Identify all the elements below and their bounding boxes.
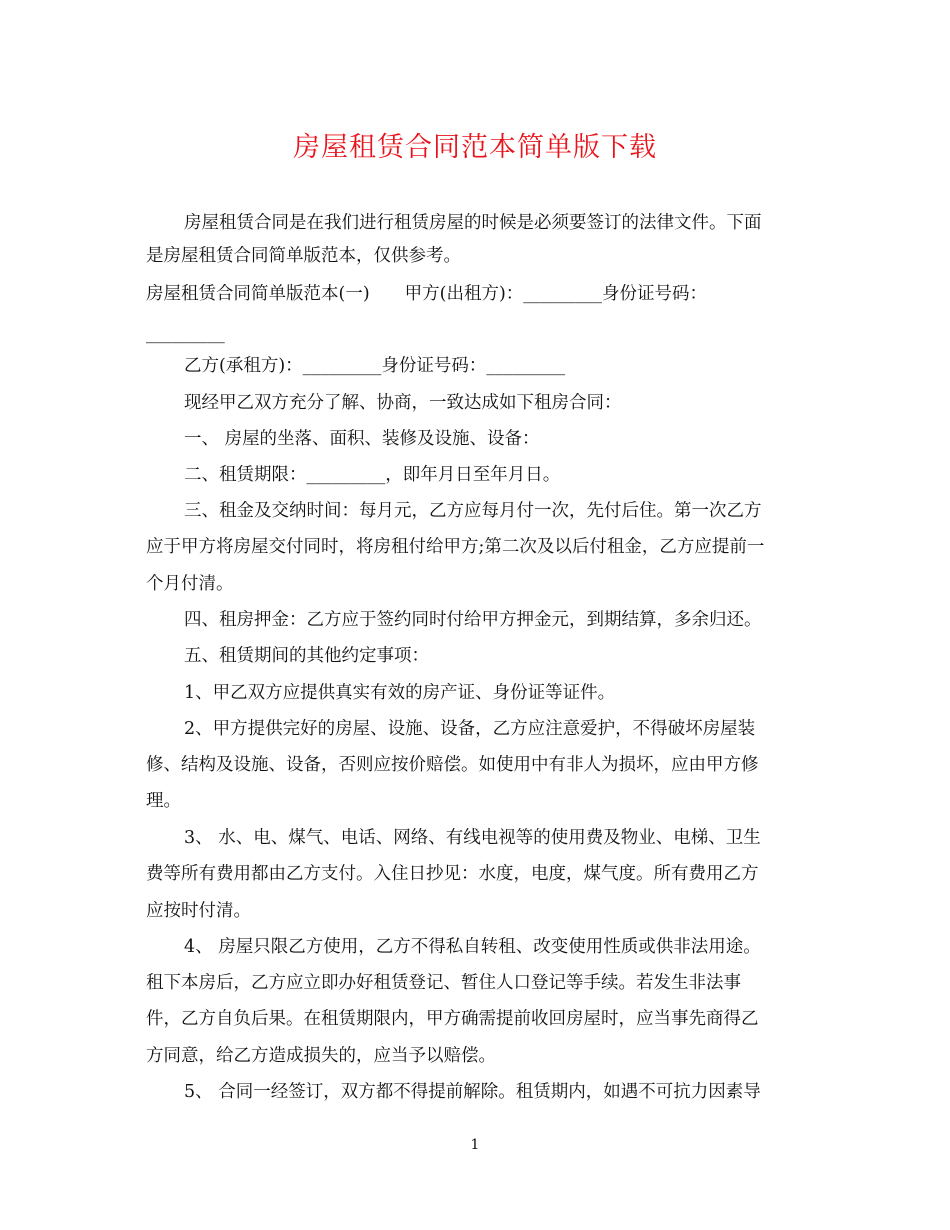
- paragraph-line: 五、租赁期间的其他约定事项：: [184, 646, 429, 666]
- paragraph-line: 是房屋租赁合同简单版范本，仅供参考。: [146, 246, 461, 266]
- paragraph-line: 个月付清。: [146, 574, 234, 594]
- paragraph-line: 方同意，给乙方造成损失的，应当予以赔偿。: [146, 1046, 496, 1066]
- paragraph-line: 租下本房后，乙方应立即办好租赁登记、暂住人口登记等手续。若发生非法事: [146, 973, 741, 993]
- paragraph-line: 四、租房押金：乙方应于签约同时付给甲方押金元，到期结算，多余归还。: [184, 610, 762, 630]
- paragraph-line: _________: [146, 324, 225, 344]
- paragraph-line: 修、结构及设施、设备，否则应按价赔偿。如使用中有非人为损坏，应由甲方修: [146, 755, 759, 775]
- paragraph-line: 现经甲乙双方充分了解、协商，一致达成如下租房合同：: [184, 393, 622, 413]
- paragraph-line: 理。: [146, 791, 181, 811]
- paragraph-line: 费等所有费用都由乙方支付。入住日抄见：水度，电度，煤气度。所有费用乙方: [146, 864, 759, 884]
- paragraph-line: 应于甲方将房屋交付同时，将房租付给甲方;第二次及以后付租金，乙方应提前一: [146, 537, 765, 557]
- paragraph-line: 4、 房屋只限乙方使用，乙方不得私自转租、改变使用性质或供非法用途。: [184, 937, 761, 957]
- page-number: 1: [470, 1137, 480, 1153]
- paragraph-line: 房屋租赁合同简单版范本(一) 甲方(出租方)：_________身份证号码：: [146, 284, 708, 304]
- paragraph-line: 一、 房屋的坐落、面积、装修及设施、设备：: [184, 429, 540, 449]
- paragraph-line: 三、租金及交纳时间：每月元，乙方应每月付一次，先付后住。第一次乙方: [184, 501, 762, 521]
- paragraph-line: 5、 合同一经签订，双方都不得提前解除。租赁期内，如遇不可抗力因素导: [184, 1082, 761, 1102]
- paragraph-line: 件，乙方自负后果。在租赁期限内，甲方确需提前收回房屋时，应当事先商得乙: [146, 1009, 759, 1029]
- paragraph-line: 2、甲方提供完好的房屋、设施、设备，乙方应注意爱护，不得破坏房屋装: [184, 719, 756, 739]
- paragraph-line: 房屋租赁合同是在我们进行租赁房屋的时候是必须要签订的法律文件。下面: [184, 213, 762, 233]
- document-title: 房屋租赁合同范本简单版下载: [293, 132, 657, 163]
- paragraph-line: 二、租赁期限：_________，即年月日至年月日。: [184, 465, 561, 485]
- paragraph-line: 应按时付清。: [146, 901, 251, 921]
- paragraph-line: 3、 水、电、煤气、电话、网络、有线电视等的使用费及物业、电梯、卫生: [184, 828, 761, 848]
- paragraph-line: 1、甲乙双方应提供真实有效的房产证、身份证等证件。: [184, 683, 616, 703]
- paragraph-line: 乙方(承租方)：_________身份证号码：_________: [184, 356, 566, 376]
